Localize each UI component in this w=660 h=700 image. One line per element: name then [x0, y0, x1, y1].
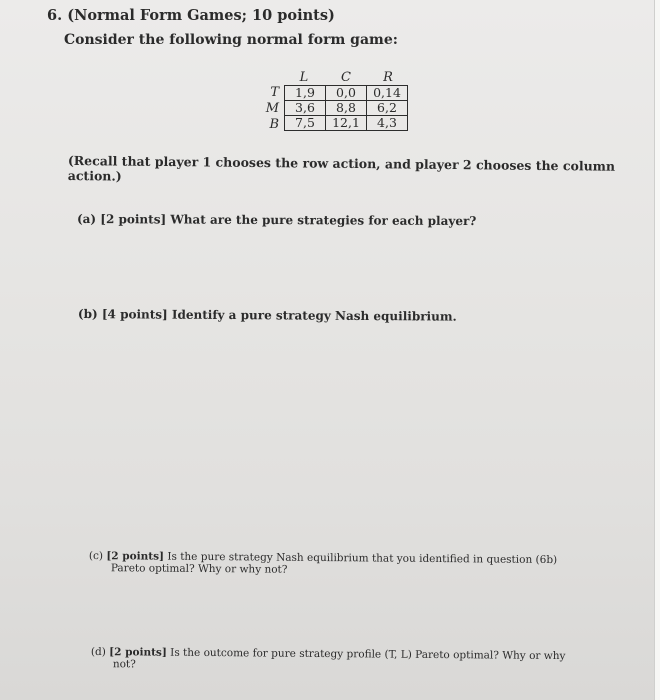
payoff-cell: 3,6 [285, 101, 326, 116]
recall-note [68, 153, 660, 189]
question-number: 6. [47, 7, 63, 24]
payoff-cell: 12,1 [326, 116, 367, 131]
column-header-l: L [299, 70, 309, 85]
part-d-points: [2 points] [109, 646, 167, 659]
row-header-b: B [269, 117, 279, 132]
payoff-row-t [285, 86, 408, 101]
question-intro: Consider the following normal form game: [64, 32, 398, 48]
payoff-row-m [285, 101, 408, 116]
payoff-cell: 0,0 [326, 86, 367, 101]
part-c [89, 550, 589, 578]
row-header-t: T [270, 85, 279, 100]
payoff-grid [284, 85, 408, 131]
recall-text: action.) [67, 167, 122, 184]
payoff-cell: 4,3 [367, 116, 408, 131]
part-c-text: Is the pure strategy Nash equilibrium that you identified in question (6b) [167, 550, 558, 567]
part-a [77, 212, 476, 228]
part-a-points: [2 points] [100, 212, 167, 227]
part-d-text-continued: not? [112, 658, 136, 671]
column-header-r: R [383, 70, 393, 85]
part-b-label: (b) [77, 307, 98, 322]
part-c-label: (c) [88, 550, 104, 563]
part-d-text: Is the outcome for pure strategy profile (T, L) Pareto optimal? Why or why [170, 646, 566, 663]
question-title: (Normal Form Games; 10 points) [67, 7, 335, 24]
part-d-label: (d) [90, 646, 106, 659]
page-edge [654, 0, 660, 700]
payoff-cell: 1,9 [285, 86, 326, 101]
part-b-points: [4 points] [101, 307, 168, 322]
part-a-text: What are the pure strategies for each player? [170, 212, 477, 229]
recall-text: action, and player 2 chooses the [328, 155, 564, 174]
recall-row-word: row [302, 155, 329, 171]
payoff-cell: 0,14 [367, 86, 408, 101]
part-c-text-continued: Pareto optimal? Why or why not? [110, 562, 288, 576]
row-header-m: M [265, 101, 279, 116]
payoff-cell: 8,8 [326, 101, 367, 116]
part-c-points: [2 points] [106, 550, 165, 563]
payoff-cell: 6,2 [367, 101, 408, 116]
payoff-matrix [257, 70, 417, 136]
part-b-text: Identify a pure strategy Nash equilibrium. [171, 307, 457, 324]
recall-text: (Recall that player 1 chooses the [67, 153, 303, 171]
question-heading [47, 7, 335, 24]
part-a-label: (a) [76, 212, 97, 227]
part-b [78, 307, 457, 324]
column-header-c: C [341, 70, 351, 85]
part-d [91, 646, 586, 674]
payoff-row-b [285, 116, 408, 131]
recall-column-word: column [562, 158, 616, 174]
payoff-cell: 7,5 [285, 116, 326, 131]
